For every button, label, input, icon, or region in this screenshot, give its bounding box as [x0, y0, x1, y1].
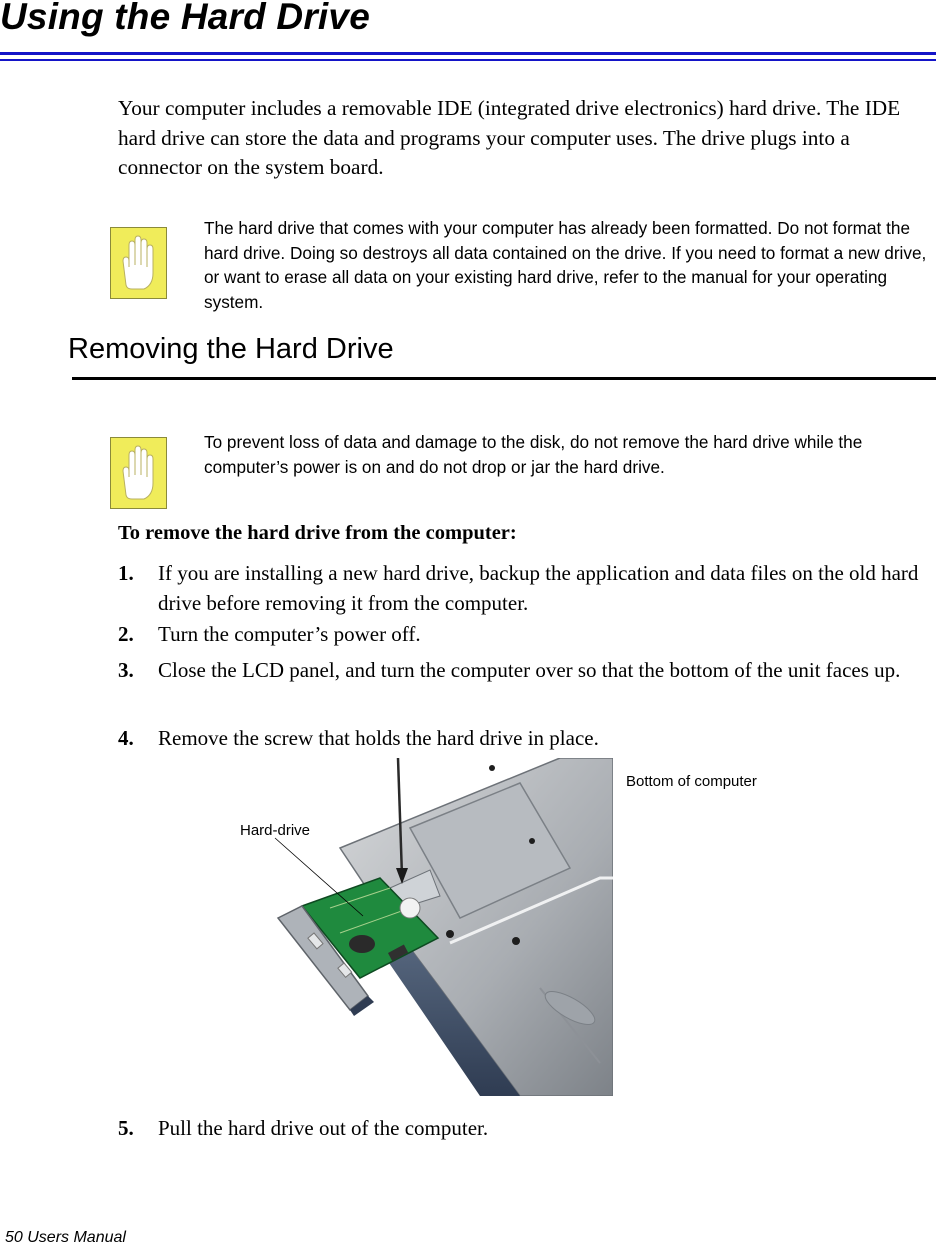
procedure-title: To remove the hard drive from the computer: [118, 522, 517, 544]
page-footer: 50 Users Manual [5, 1229, 126, 1246]
step-text: Remove the screw that holds the hard drive in place. [158, 726, 599, 750]
caution-hand-icon [110, 437, 167, 509]
title-rule-thin [0, 59, 936, 61]
step-text: Close the LCD panel, and turn the computer over so that the bottom of the unit faces up. [158, 658, 901, 682]
step-item [118, 1114, 936, 1144]
step-item [118, 656, 936, 686]
step-item [118, 724, 936, 754]
section-rule [72, 377, 936, 380]
section-title: Removing the Hard Drive [68, 333, 394, 365]
figure-callout-drive: Hard-drive [240, 822, 311, 839]
step-text: Turn the computer’s power off. [158, 622, 421, 646]
hard-drive-removal-photo [270, 758, 613, 1096]
intro-paragraph: Your computer includes a removable IDE (integrated drive electronics) hard drive. The IDE hard drive can store the data and programs your computer uses. The drive plugs into a connector on the system board. [118, 96, 901, 179]
title-rule-thick [0, 52, 936, 55]
step-number: 1. [118, 561, 134, 585]
page-title: Using the Hard Drive [0, 0, 370, 37]
step-text: If you are installing a new hard drive, backup the application and data files on the old hard drive before removing it from the computer. [158, 561, 919, 615]
step-number: 2. [118, 622, 134, 646]
caution-hand-icon [110, 227, 167, 299]
figure-callout-bottom: Bottom of computer [626, 773, 757, 790]
step-number: 4. [118, 726, 134, 750]
step-number: 5. [118, 1116, 134, 1140]
caution-text-format: The hard drive that comes with your computer has already been formatted. Do not format the hard drive. Doing so destroys all data contained on the drive. If you need to format a new drive, or want to erase all data on your existing hard drive, refer to the manual for your operating system. [204, 218, 927, 312]
step-text: Pull the hard drive out of the computer. [158, 1116, 489, 1140]
step-item [118, 559, 936, 618]
step-number: 3. [118, 658, 134, 682]
caution-text-power: To prevent loss of data and damage to the disk, do not remove the hard drive while the computer’s power is on and do not drop or jar the hard drive. [204, 432, 863, 477]
step-item [118, 620, 936, 650]
